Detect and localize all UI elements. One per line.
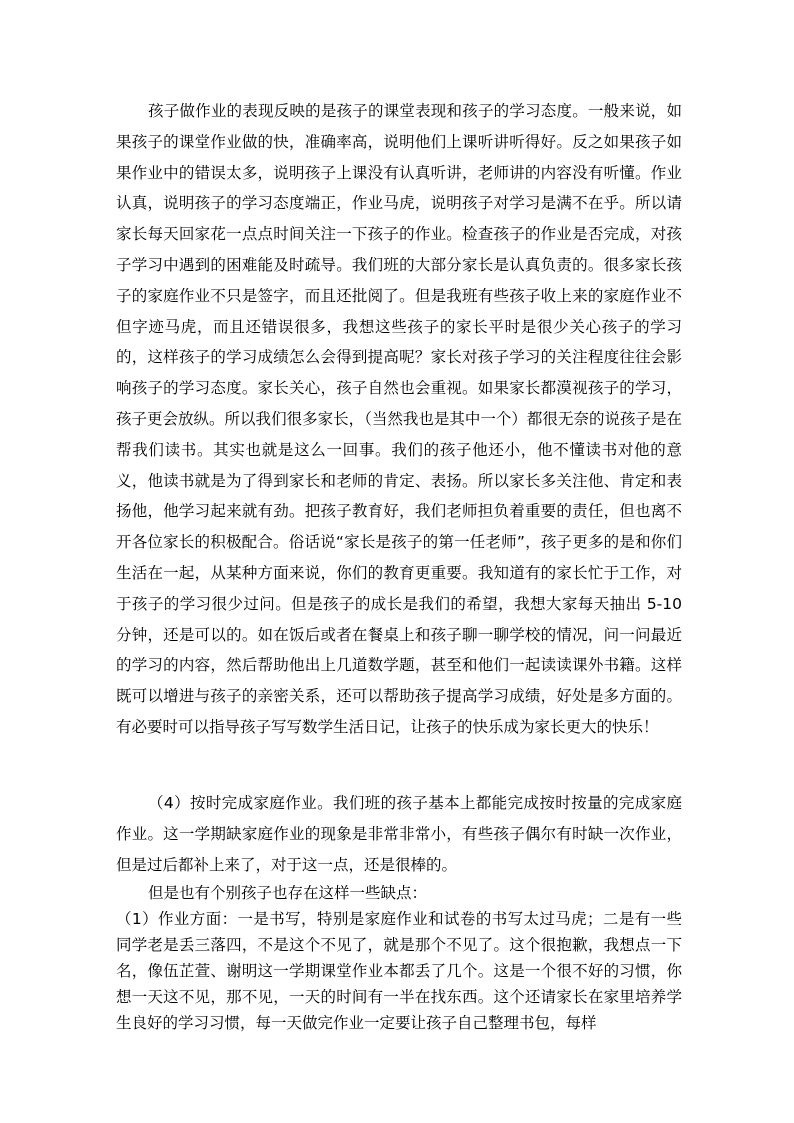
paragraph-item-1-homework-aspect: （1）作业方面：一是书写，特别是家庭作业和试卷的书写太过马虎；二是有一些同学老是丢三落四，不是这个不见了，就是那个不见了。这个很抱歉，我想点一下名，像伍芷萱、谢明这一学期课堂作业本都丢了几个。这是一个很不好的习惯，你想一天这不见，那不见，一天的时间有一半在找东西。这个还请家长在家里培养学生良好的学习习惯，每一天做完作业一定要让孩子自己整理书包，每样 (116, 910, 682, 1032)
paragraph-item-4-homework-on-time: （4）按时完成家庭作业。我们班的孩子基本上都能完成按时按量的完成家庭作业。这一学期缺家庭作业的现象是非常非常小，有些孩子偶尔有时缺一次作业，但是过后都补上来了，对于这一点，还是很棒的。 (116, 794, 682, 874)
paragraph-shortcomings-intro: 但是也有个别孩子也存在这样一些缺点： (148, 884, 428, 902)
paragraph-homework-attitude: 孩子做作业的表现反映的是孩子的课堂表现和孩子的学习态度。一般来说，如果孩子的课堂作业做的快，准确率高，说明他们上课听讲听得好。反之如果孩子如果作业中的错误太多，说明孩子上课没有认真听讲，老师讲的内容没有听懂。作业认真，说明孩子的学习态度端正，作业马虎，说明孩子对学习是满不在乎。所以请家长每天回家花一点点时间关注一下孩子的作业。检查孩子的作业是否完成，对孩子学习中遇到的困难能及时疏导。我们班的大部分家长是认真负责的。很多家长孩子的家庭作业不只是签字，而且还批阅了。但是我班有些孩子收上来的家庭作业不但字迹马虎，而且还错误很多，我想这些孩子的家长平时是很少关心孩子的学习的，这样孩子的学习成绩怎么会得到提高呢？家长对孩子学习的关注程度往往会影响孩子的学习态度。家长关心，孩子自然也会重视。如果家长都漠视孩子的学习，孩子更会放纵。所以我们很多家长，（当然我也是其中一个）都很无奈的说孩子是在帮我们读书。其实也就是这么一回事。我们的孩子他还小，他不懂读书对他的意义，他读书就是为了得到家长和老师的肯定、表扬。所以家长多关注他、肯定和表扬他，他学习起来就有劲。把孩子教育好，我们老师担负着重要的责任，但也离不开各位家长的积极配合。俗话说“家长是孩子的第一任老师”，孩子更多的是和你们生活在一起，从某种方面来说，你们的教育更重要。我知道有的家长忙于工作，对于孩子的学习很少过问。但是孩子的成长是我们的希望，我想大家每天抽出 5-10 分钟，还是可以的。如在饭后或者在餐桌上和孩子聊一聊学校的情况，问一问最近的学习的内容，然后帮助他出上几道数学题，甚至和他们一起读读课外书籍。这样既可以增进与孩子的亲密关系，还可以帮助孩子提高学习成绩，好处是多方面的。有必要时可以指导孩子写写数学生活日记，让孩子的快乐成为家长更大的快乐！ (116, 102, 682, 736)
